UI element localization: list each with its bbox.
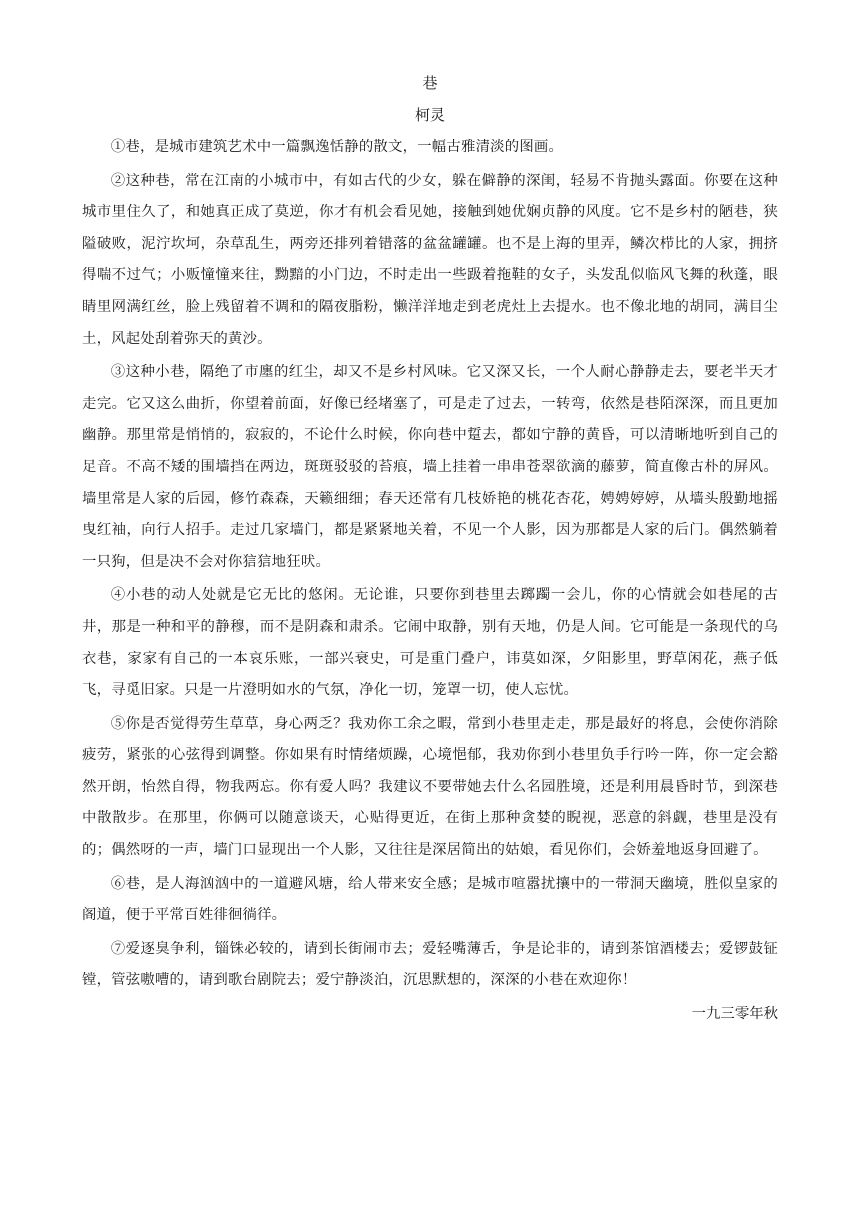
paragraph-3: ③这种小巷，隔绝了市廛的红尘，却又不是乡村风味。它又深又长，一个人耐心静静走去，要老半天才走完。它又这么曲折，你望着前面，好像已经堵塞了，可是走了过去，一转弯，依然是巷陌深深，而且更加幽静。那里常是悄悄的，寂寂的，不论什么时候，你向巷中踅去，都如宁静的黄昏，可以清晰地听到自己的足音。不高不矮的围墙挡在两边，斑斑驳驳的苔痕，墙上挂着一串串苍翠欲滴的藤萝，简直像古朴的屏风。墙里常是人家的后园，修竹森森，天籁细细；春天还常有几枝娇艳的桃花杏花，娉娉婷婷，从墙头殷勤地摇曳红袖，向行人招手。走过几家墙门，都是紧紧地关着，不见一个人影，因为那都是人家的后门。偶然躺着一只狗，但是决不会对你狺狺地狂吠。 [82, 364, 778, 570]
paragraph-2: ②这种巷，常在江南的小城市中，有如古代的少女，躲在僻静的深闺，轻易不肯抛头露面。你要在这种城市里住久了，和她真正成了莫逆，你才有机会看见她，接触到她优娴贞静的风度。它不是乡村的陋巷，狭隘破败，泥泞坎坷，杂草乱生，两旁还排列着错落的盆盆罐罐。也不是上海的里弄，鳞次栉比的人家，拥挤得喘不过气；小贩憧憧来往，黝黯的小门边，不时走出一些趿着拖鞋的女子，头发乱似临风飞舞的秋蓬，眼睛里网满红丝，脸上残留着不调和的隔夜脂粉，懒洋洋地走到老虎灶上去提水。也不像北地的胡同，满目尘土，风起处刮着弥天的黄沙。 [82, 172, 778, 347]
paragraph-7: ⑦爱逐臭争利，锱铢必较的，请到长街闹市去；爱轻嘴薄舌，争是论非的，请到茶馆酒楼去；爱锣鼓钲镗，管弦嗷嘈的，请到歌台剧院去；爱宁静淡泊，沉思默想的，深深的小巷在欢迎你！ [82, 940, 778, 989]
paragraph-6: ⑥巷，是人海汹汹中的一道避风塘，给人带来安全感；是城市喧嚣扰攘中的一带洞天幽境，胜似皇家的阁道，便于平常百姓徘徊徜徉。 [82, 875, 778, 924]
paragraph-5: ⑤你是否觉得劳生草草，身心两乏？我劝你工余之暇，常到小巷里走走，那是最好的将息，会使你消除疲劳，紧张的心弦得到调整。你如果有时情绪烦躁，心境悒郁，我劝你到小巷里负手行吟一阵，你一定会豁然开朗，怡然自得，物我两忘。你有爱人吗？我建议不要带她去什么名园胜境，还是利用晨昏时节，到深巷中散散步。在那里，你俩可以随意谈天，心贴得更近，在街上那种贪婪的睨视，恶意的斜觑，巷里是没有的；偶然呀的一声，墙门口显现出一个人影，又往往是深居简出的姑娘，看见你们，会娇羞地返身回避了。 [82, 715, 778, 859]
article-author: 柯灵 [414, 106, 445, 124]
article-title: 巷 [422, 74, 438, 92]
article-date: 一九三零年秋 [691, 1006, 778, 1023]
paragraph-1: ①巷，是城市建筑艺术中一篇飘逸恬静的散文，一幅古雅清淡的图画。 [110, 139, 564, 155]
paragraph-4: ④小巷的动人处就是它无比的悠闲。无论谁，只要你到巷里去踯躅一会儿，你的心情就会如巷尾的古井，那是一种和平的静穆，而不是阴森和肃杀。它闹中取静，别有天地，仍是人间。它可能是一条现代的乌衣巷，家家有自己的一本哀乐账，一部兴衰史，可是重门叠户，讳莫如深，夕阳影里，野草闲花，燕子低飞，寻觅旧家。只是一片澄明如水的气氛，净化一切，笼罩一切，使人忘忧。 [82, 587, 778, 699]
article [82, 70, 778, 1029]
